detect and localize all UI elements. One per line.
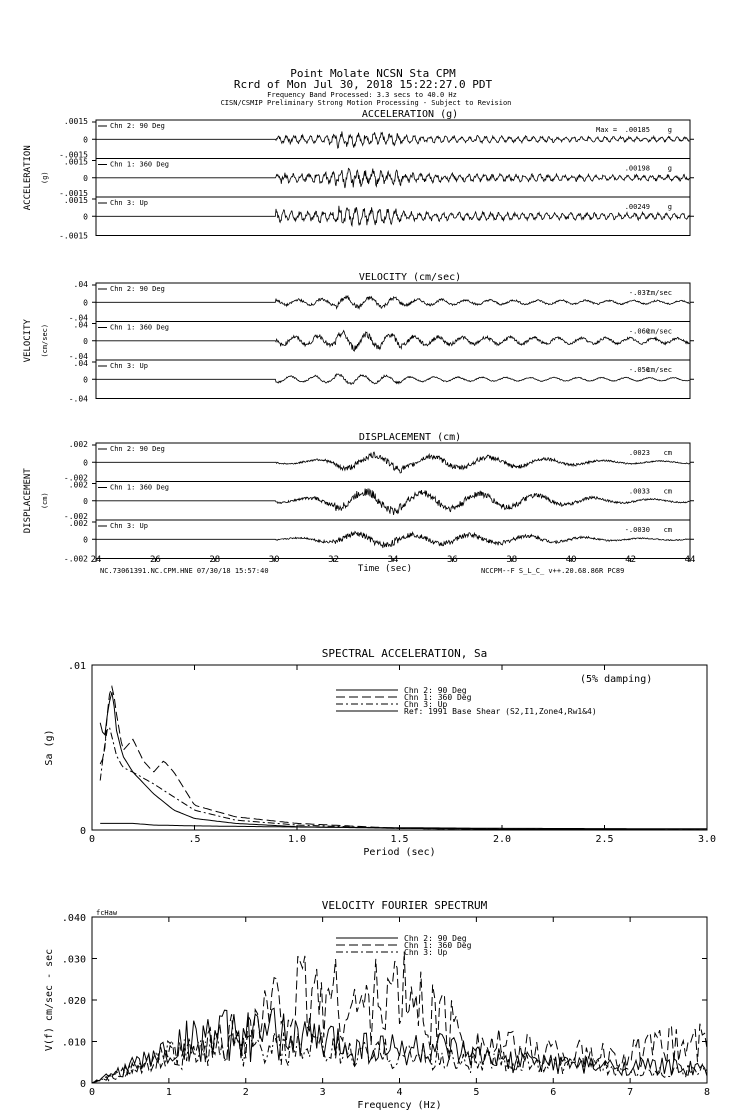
panel-displacement (23, 432, 694, 564)
y-tick-label: -.0015 (59, 150, 88, 160)
channel-peak: .00249 (624, 203, 650, 211)
y-tick-label: 0 (79, 1079, 86, 1090)
legend-entry: Chn 2: 90 Deg (404, 686, 467, 695)
damping-annotation: (5% damping) (580, 674, 653, 685)
channel-waveform (96, 206, 689, 226)
header-station: Point Molate NCSN Sta CPM (290, 67, 456, 80)
channel-name: Chn 1: 360 Deg (110, 483, 170, 492)
x-axis-label: Period (sec) (363, 847, 436, 858)
y-tick-label: 0 (83, 375, 88, 385)
y-tick-label: .020 (61, 996, 86, 1007)
panel-ylabel: ACCELERATION (23, 145, 33, 211)
channel-unit: cm/sec (646, 327, 672, 336)
y-tick-label: -.0015 (59, 231, 88, 241)
x-tick-label: 2 (242, 1087, 249, 1098)
y-tick-label: .04 (73, 359, 88, 368)
y-tick-label: .04 (73, 280, 88, 289)
channel-waveform (96, 488, 689, 515)
x-tick-label: 5 (473, 1087, 480, 1098)
x-tick-label: 3.0 (697, 834, 717, 845)
chart-title: VELOCITY FOURIER SPECTRUM (321, 899, 488, 912)
x-tick-label: 4 (396, 1087, 403, 1098)
panel-title: DISPLACEMENT (cm) (358, 432, 462, 443)
panel-title: VELOCITY (cm/sec) (358, 272, 462, 283)
channel-waveform (96, 452, 689, 473)
channel-name: Chn 3: Up (110, 522, 148, 530)
x-tick-label: 1.5 (390, 834, 409, 845)
y-tick-label: 0 (83, 535, 88, 545)
y-tick-label: .0015 (63, 157, 88, 167)
channel-trace-group (64, 117, 694, 159)
channel-unit: g (667, 203, 672, 211)
panel-velocity (23, 272, 694, 404)
x-tick-label: 0 (88, 1087, 96, 1098)
max-label: Max = (596, 126, 618, 134)
y-tick-label: -.002 (63, 512, 88, 521)
x-tick-label: 42 (625, 555, 637, 565)
x-tick-label: 2.0 (492, 834, 512, 845)
legend-entry: Chn 2: 90 Deg (404, 934, 467, 943)
x-tick-label: .5 (188, 834, 201, 845)
channel-peak: .0023 (628, 449, 650, 457)
x-tick-label: 2.5 (595, 834, 614, 845)
channel-unit: cm (663, 526, 672, 534)
channel-waveform (96, 331, 689, 352)
panel-yunit: (g) (41, 171, 49, 185)
processing-footer: NCCPM--F S_L_C_ v++.20.68.86R PC89 (481, 567, 625, 575)
x-tick-label: 1.0 (287, 834, 307, 845)
y-tick-label: .030 (61, 954, 86, 966)
y-tick-label: .04 (73, 320, 88, 330)
channel-name: Chn 2: 90 Deg (110, 445, 165, 453)
channel-trace-group (69, 440, 694, 482)
y-tick-label: 0 (83, 212, 88, 222)
x-tick-label: 7 (627, 1087, 634, 1098)
time-axis-label: Time (sec) (357, 564, 413, 574)
x-tick-label: 40 (565, 555, 577, 565)
channel-peak: .00198 (624, 164, 650, 173)
x-tick-label: 6 (550, 1087, 557, 1098)
y-tick-label: 0 (83, 458, 88, 468)
x-tick-label: 34 (387, 555, 399, 565)
chart-title: SPECTRAL ACCELERATION, Sa (321, 647, 488, 660)
header-disclaimer: CISN/CSMIP Preliminary Strong Motion Processing - Subject to Revision (220, 99, 512, 107)
time-series-panels (23, 109, 694, 564)
y-tick-label: 0 (83, 496, 88, 506)
channel-name: Chn 2: 90 Deg (110, 122, 165, 130)
channel-name: Chn 2: 90 Deg (110, 285, 165, 293)
panel-acceleration (23, 109, 694, 241)
channel-trace-group (59, 189, 694, 241)
channel-unit: g (667, 126, 672, 134)
channel-peak: .00185 (624, 126, 650, 134)
corner-label: fcHaw (96, 909, 118, 917)
channel-trace-group (69, 352, 694, 404)
y-tick-label: .0015 (63, 196, 88, 205)
panel-yunit: (cm) (41, 492, 49, 510)
channel-trace-group (69, 314, 694, 361)
legend-entry: Ref: 1991 Base Shear (S2,I1,Zone4,Rw1&4) (404, 707, 597, 716)
channel-unit: cm (663, 487, 672, 496)
x-axis-label: Frequency (Hz) (357, 1100, 442, 1111)
plot-frame (92, 665, 707, 830)
channel-peak: -.037 (628, 289, 650, 297)
x-tick-label: 28 (209, 555, 221, 565)
x-tick-label: 8 (703, 1087, 711, 1098)
channel-trace-group (74, 280, 694, 322)
channel-waveform (96, 296, 689, 309)
y-tick-label: -.0015 (59, 189, 88, 198)
legend-entry: Chn 1: 360 Deg (404, 941, 472, 950)
y-tick-label: -.04 (68, 313, 88, 323)
x-tick-label: 38 (506, 555, 518, 565)
y-tick-label: 0 (83, 336, 88, 346)
channel-peak: -.0030 (624, 526, 650, 534)
y-axis-label: Sa (g) (44, 729, 55, 766)
y-tick-label: 0 (83, 298, 88, 308)
velocity-fourier-spectrum-chart (44, 899, 710, 1111)
y-tick-label: -.002 (63, 554, 88, 564)
channel-peak: -.060 (628, 327, 650, 336)
y-tick-label: .01 (67, 661, 86, 672)
x-tick-label: 0 (88, 834, 96, 845)
y-tick-label: 0 (83, 173, 88, 183)
channel-unit: cm (663, 449, 672, 457)
x-tick-label: 24 (90, 555, 102, 565)
y-tick-label: .040 (61, 913, 86, 924)
x-tick-label: 36 (446, 555, 458, 565)
y-tick-label: -.04 (68, 394, 88, 404)
channel-name: Chn 3: Up (110, 199, 148, 207)
header-record: Rcrd of Mon Jul 30, 2018 15:22:27.0 PDT (233, 78, 493, 91)
series-line (92, 952, 707, 1083)
y-axis-label: V(f) cm/sec - sec (44, 948, 55, 1052)
x-tick-label: 26 (149, 555, 161, 565)
y-tick-label: -.002 (63, 473, 88, 483)
record-id-footer: NC.73061391.NC.CPM.HNE 07/30/18 15:57:40 (100, 567, 269, 575)
channel-waveform (96, 168, 689, 188)
channel-name: Chn 3: Up (110, 362, 148, 370)
channel-trace-group (59, 151, 694, 198)
report-header (221, 67, 512, 107)
panel-title: ACCELERATION (g) (361, 109, 459, 120)
channel-waveform (96, 374, 689, 384)
legend-entry: Chn 3: Up (404, 700, 448, 709)
y-tick-label: .0015 (63, 117, 88, 126)
channel-name: Chn 1: 360 Deg (110, 323, 170, 332)
channel-name: Chn 1: 360 Deg (110, 160, 170, 169)
channel-waveform (96, 532, 689, 549)
channel-peak: .0033 (628, 487, 650, 496)
x-tick-label: 3 (319, 1087, 326, 1098)
channel-unit: g (667, 164, 672, 173)
series-line (100, 823, 707, 828)
header-frequency-band: Frequency Band Processed: 3.3 secs to 40.0 Hz (267, 91, 457, 99)
legend-entry: Chn 1: 360 Deg (404, 693, 472, 702)
x-tick-label: 30 (268, 555, 280, 565)
y-tick-label: .002 (68, 480, 88, 490)
panel-ylabel: DISPLACEMENT (23, 468, 33, 534)
channel-unit: cm/sec (646, 366, 672, 374)
panel-yunit: (cm/sec) (41, 323, 49, 358)
channel-trace-group (64, 474, 694, 521)
y-tick-label: .010 (61, 1037, 86, 1049)
channel-unit: cm/sec (646, 289, 672, 297)
x-tick-label: 32 (328, 555, 340, 565)
x-tick-label: 1 (165, 1087, 172, 1098)
y-tick-label: .002 (68, 519, 88, 528)
y-tick-label: 0 (79, 826, 86, 837)
legend-entry: Chn 3: Up (404, 948, 448, 957)
channel-peak: -.056 (628, 366, 650, 374)
y-tick-label: .002 (68, 440, 88, 449)
y-tick-label: 0 (83, 135, 88, 145)
y-tick-label: -.04 (68, 352, 88, 361)
series-line (100, 727, 707, 829)
panel-ylabel: VELOCITY (23, 319, 33, 363)
x-tick-label: 44 (684, 555, 696, 565)
spectral-acceleration-chart (44, 647, 716, 858)
